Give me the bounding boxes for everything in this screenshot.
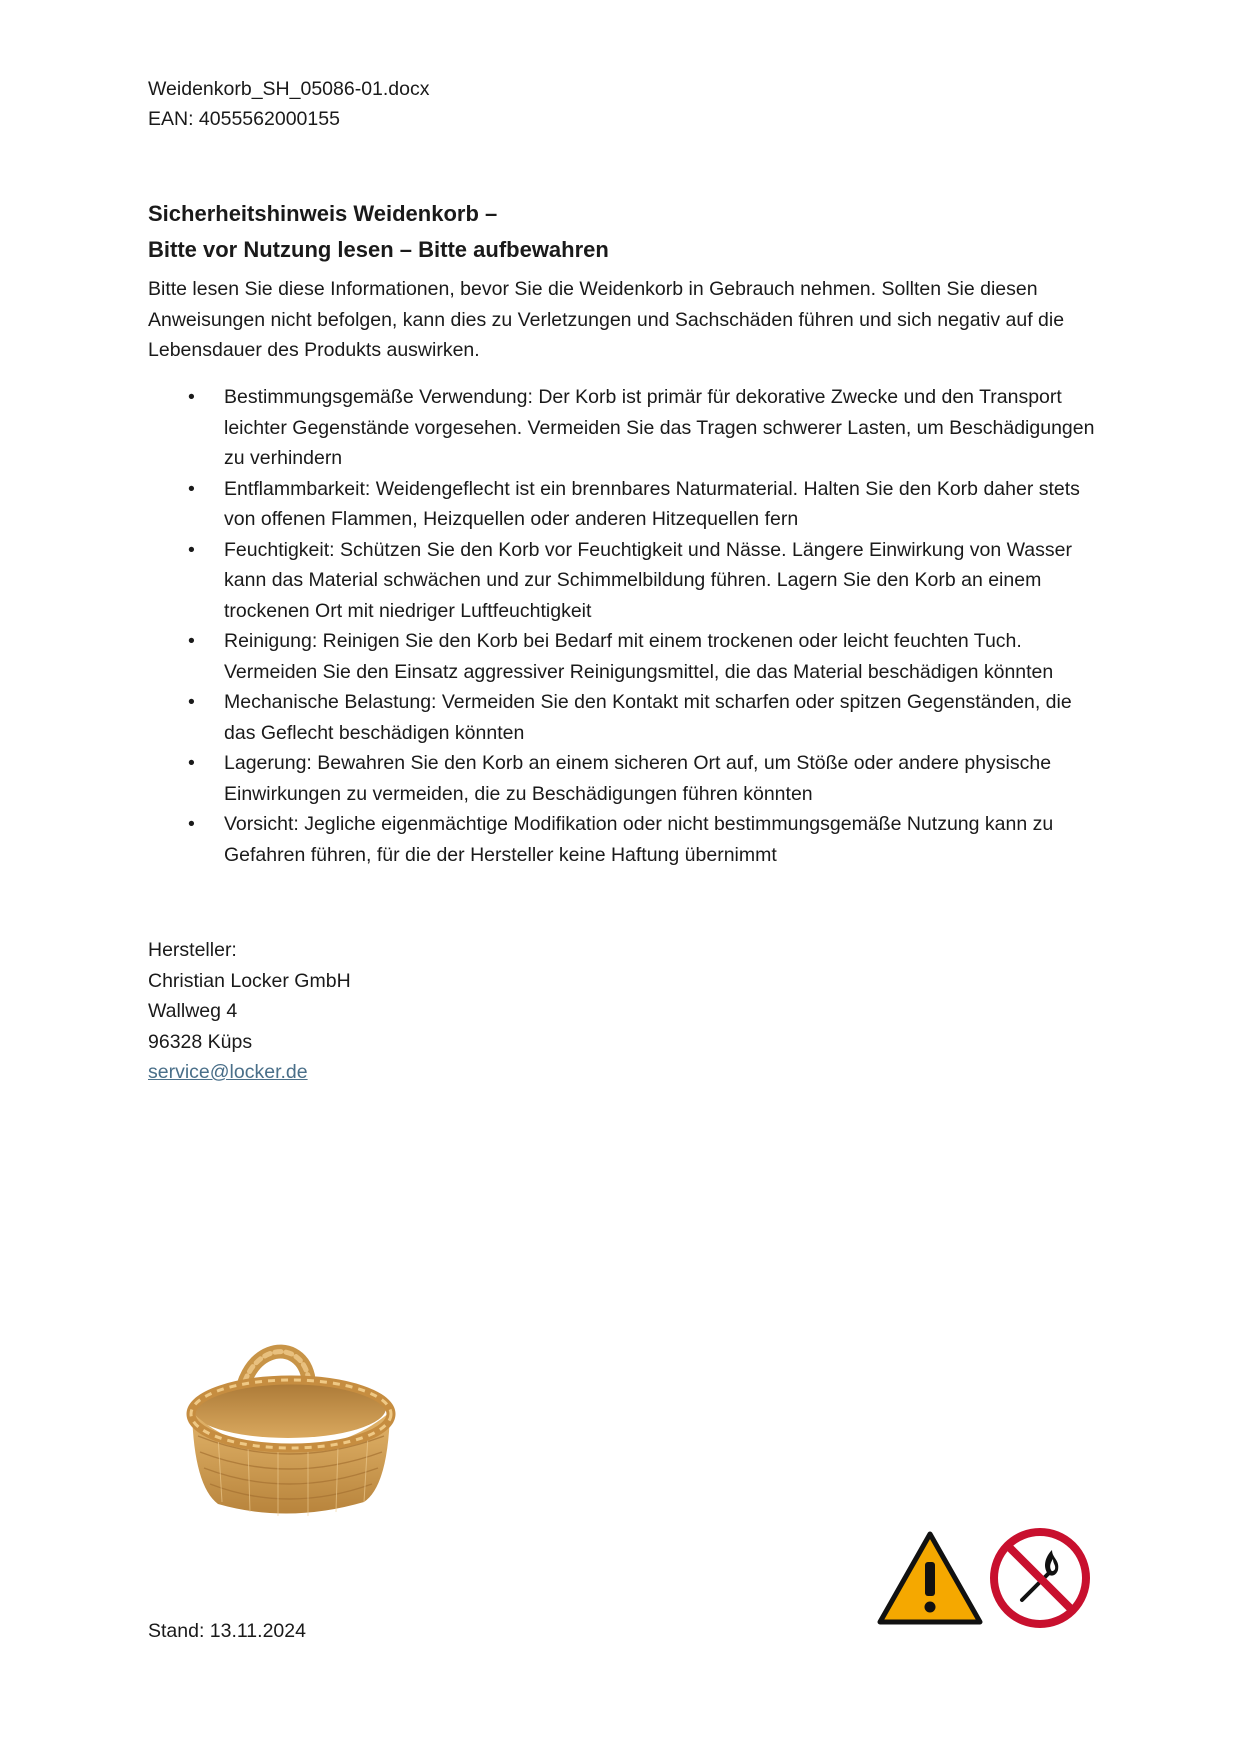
- bullet-icon: •: [188, 477, 195, 500]
- list-item: [148, 687, 1108, 748]
- manufacturer-city: 96328 Küps: [148, 1030, 253, 1053]
- email-link[interactable]: service@locker.de: [148, 1061, 308, 1083]
- list-item: [148, 474, 1108, 535]
- list-item-text: Reinigung: Reinigen Sie den Korb bei Bedarf mit einem trockenen oder leicht feuchten Tuch. Vermeiden Sie den Einsatz aggressiver Reinigungsmittel, die das Material beschädigen könnten: [224, 630, 1054, 683]
- document-title: [148, 196, 609, 268]
- list-item-text: Vorsicht: Jegliche eigenmächtige Modifikation oder nicht bestimmungsgemäße Nutzung kann zu Gefahren führen, für die der Hersteller keine Haftung übernimmt: [224, 813, 1054, 866]
- intro-paragraph: Bitte lesen Sie diese Informationen, bevor Sie die Weidenkorb in Gebrauch nehmen. Sollten Sie diesen Anweisungen nicht befolgen, kann dies zu Verletzungen und Sachschäden führen und sich negativ auf die Lebensdauer des Produkts auswirken.: [148, 278, 1065, 361]
- bullet-icon: •: [188, 538, 195, 561]
- manufacturer-street: Wallweg 4: [148, 1000, 238, 1022]
- list-item-text: Lagerung: Bewahren Sie den Korb an einem sicheren Ort auf, um Stöße oder andere physische Einwirkungen zu vermeiden, die zu Beschädigungen führen könnten: [224, 752, 1052, 805]
- warning-triangle-icon: [876, 1530, 984, 1626]
- list-item: [148, 535, 1108, 627]
- document-meta: [148, 74, 430, 134]
- list-item: [148, 748, 1108, 809]
- bullet-icon: •: [188, 691, 195, 713]
- filename: Weidenkorb_SH_05086-01.docx: [148, 78, 430, 100]
- list-item-text: Entflammbarkeit: Weidengeflecht ist ein brennbares Naturmaterial. Halten Sie den Korb daher stets von offenen Flammen, Heizquellen oder anderen Hitzequellen fern: [224, 477, 1080, 530]
- list-item-text: Bestimmungsgemäße Verwendung: Der Korb ist primär für dekorative Zwecke und den Transport leichter Gegenstände vorgesehen. Vermeiden Sie das Tragen schwerer Lasten, um Beschädigungen zu verhindern: [224, 386, 1095, 469]
- manufacturer-label: Hersteller:: [148, 939, 237, 961]
- title-line-1: Sicherheitshinweis Weidenkorb –: [148, 201, 498, 226]
- list-item-text: Feuchtigkeit: Schützen Sie den Korb vor Feuchtigkeit und Nässe. Längere Einwirkung von Wasser kann das Material schwächen und zur Schimmelbildung führen. Lagern Sie den Korb an einem trockenen Ort mit niedriger Luftfeuchtigkeit: [224, 538, 1072, 622]
- manufacturer-block: [148, 935, 351, 1088]
- wicker-basket-image: [178, 1336, 408, 1526]
- list-item: [148, 382, 1108, 474]
- no-open-flame-icon: [990, 1528, 1090, 1628]
- revision-date: Stand: 13.11.2024: [148, 1620, 306, 1642]
- bullet-icon: •: [188, 386, 195, 408]
- bullet-icon: •: [188, 630, 195, 652]
- manufacturer-company: Christian Locker GmbH: [148, 969, 351, 992]
- list-item-text: Mechanische Belastung: Vermeiden Sie den Kontakt mit scharfen oder spitzen Gegenständen, die das Geflecht beschädigen könnten: [224, 691, 1072, 744]
- title-line-2: Bitte vor Nutzung lesen – Bitte aufbewahren: [148, 237, 609, 262]
- list-item: [148, 626, 1108, 687]
- ean-code: EAN: 4055562000155: [148, 108, 340, 130]
- safety-list: [148, 382, 1108, 870]
- bullet-icon: •: [188, 752, 195, 774]
- list-item: [148, 809, 1108, 870]
- bullet-icon: •: [188, 813, 195, 835]
